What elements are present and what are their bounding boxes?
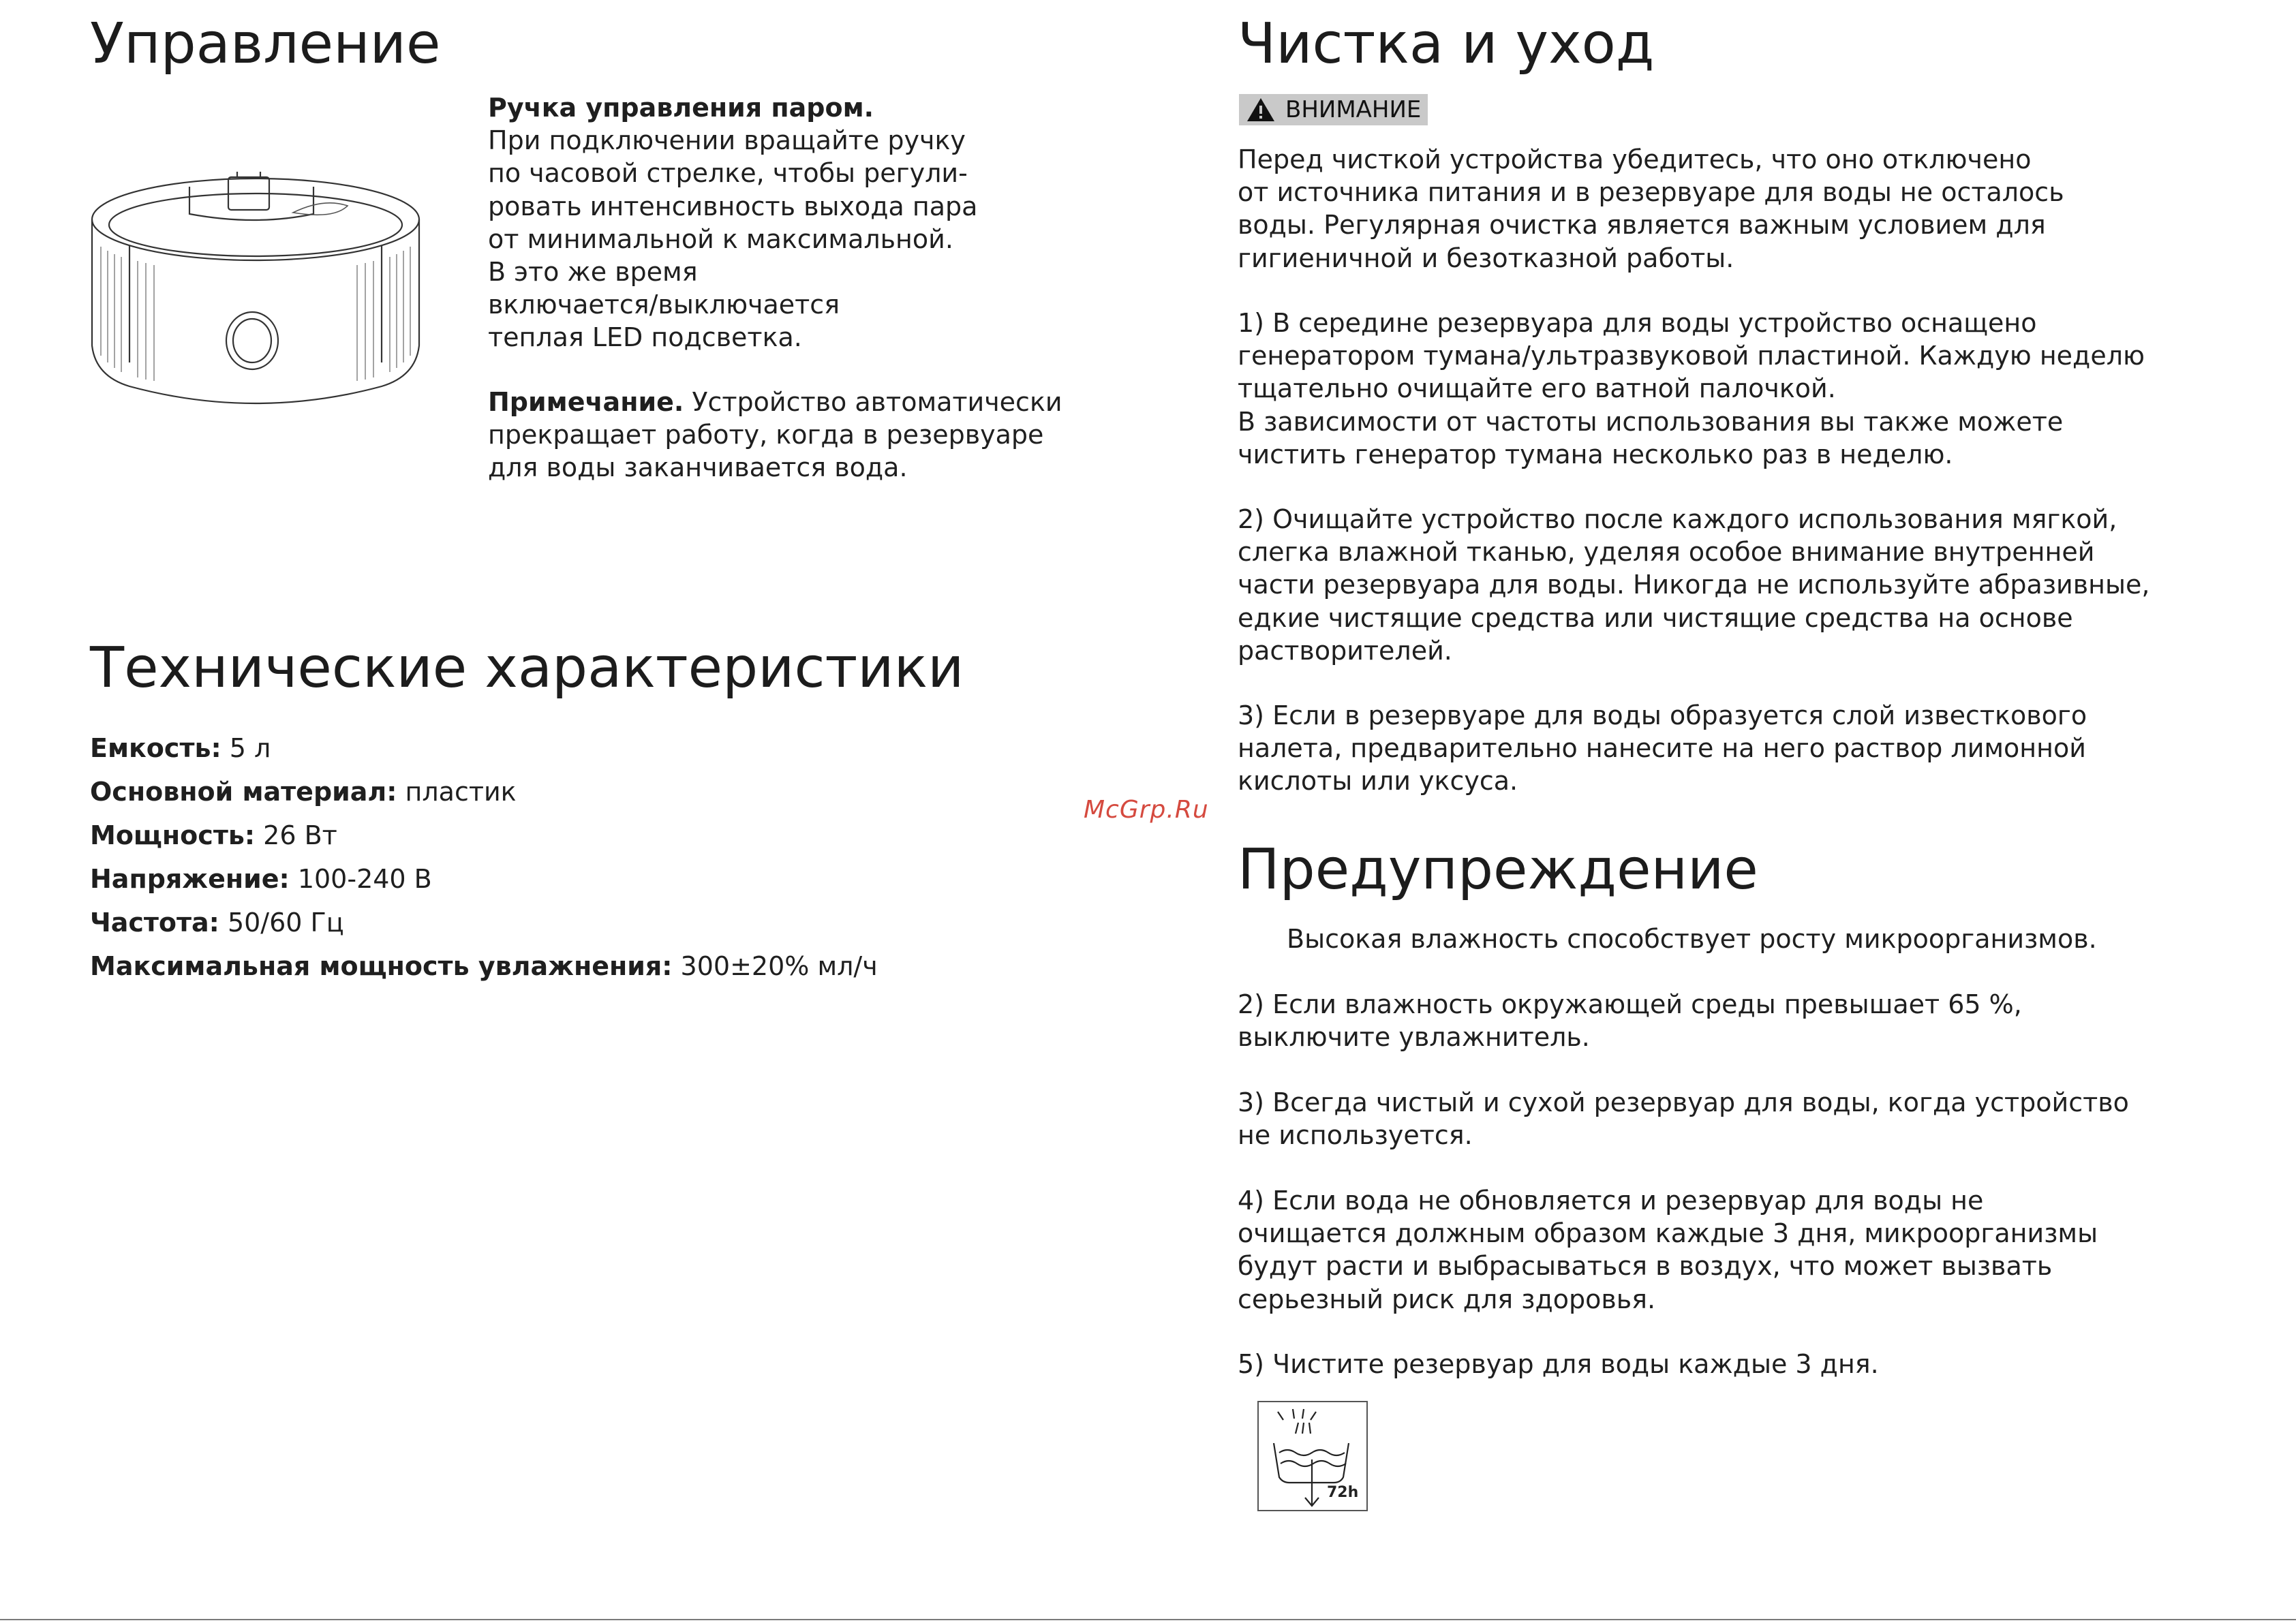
cleaning-item-3 xyxy=(1238,699,2087,798)
attention-badge-label: ВНИМАНИЕ xyxy=(1285,96,1422,123)
note xyxy=(488,386,1062,484)
warning-section-title: Предупреждение xyxy=(1238,837,1758,902)
paragraph-line: будут расти и выбрасываться в воздух, что может вызвать xyxy=(1238,1251,2053,1282)
humidifier-illustration xyxy=(89,172,429,420)
paragraph-line: 4) Если вода не обновляется и резервуар для воды не xyxy=(1238,1186,1984,1216)
note-line: для воды заканчивается вода. xyxy=(488,452,908,483)
knob-line: по часовой стрелке, чтобы регули- xyxy=(488,158,968,189)
note-line: прекращает работу, когда в резервуаре xyxy=(488,420,1044,450)
paragraph-line: не используется. xyxy=(1238,1120,1473,1151)
paragraph-line: 2) Если влажность окружающей среды превышает 65 %, xyxy=(1238,989,2022,1019)
paragraph-line: от источника питания и в резервуаре для воды не осталось xyxy=(1238,177,2064,208)
cleaning-item-2 xyxy=(1238,503,2149,667)
cleaning-section-title: Чистка и уход xyxy=(1238,12,1655,76)
warning-item-5 xyxy=(1238,1348,1879,1380)
spec-item: Основной материал: пластик xyxy=(90,777,517,807)
knob-heading: Ручка управления паром. xyxy=(488,93,874,123)
knob-line: теплая LED подсветка. xyxy=(488,322,802,353)
spec-item: Напряжение: 100-240 В xyxy=(90,864,432,894)
paragraph-line: 2) Очищайте устройство после каждого использования мягкой, xyxy=(1238,504,2117,534)
paragraph-line: Перед чисткой устройства убедитесь, что оно отключено xyxy=(1238,144,2032,174)
page-bottom-rule xyxy=(0,1619,2296,1620)
spec-item: Мощность: 26 Вт xyxy=(90,820,337,850)
note-first-line: Примечание. Устройство автоматически xyxy=(488,387,1062,417)
spec-list xyxy=(90,726,878,988)
knob-line: от минимальной к максимальной. xyxy=(488,223,953,254)
knob-line: В это же время xyxy=(488,257,698,288)
paragraph-line: едкие чистящие средства или чистящие средства на основе xyxy=(1238,602,2073,633)
paragraph-line: Высокая влажность способствует росту микроорганизмов. xyxy=(1287,924,2097,954)
warning-item-4 xyxy=(1238,1184,2098,1316)
spec-item: Частота: 50/60 Гц xyxy=(90,908,344,938)
warning-item-2 xyxy=(1238,988,2022,1053)
paragraph-line: части резервуара для воды. Никогда не используйте абразивные, xyxy=(1238,570,2150,600)
warning-triangle-icon xyxy=(1246,97,1276,123)
knob-description xyxy=(488,91,977,354)
paragraph-line: тщательно очищайте его ватной палочкой. xyxy=(1238,373,1836,404)
icon-72h-label: 72h xyxy=(1327,1484,1359,1501)
paragraph-line: воды. Регулярная очистка является важным условием для xyxy=(1238,210,2046,241)
paragraph-line: очищается должным образом каждые 3 дня, микроорганизмы xyxy=(1238,1218,2098,1249)
warning-item-3 xyxy=(1238,1086,2129,1151)
spec-item: Максимальная мощность увлажнения: 300±20% мл/ч xyxy=(90,951,878,981)
watermark: McGrp.Ru xyxy=(1084,796,1209,824)
clean-every-72h-icon xyxy=(1257,1401,1368,1511)
paragraph-line: налета, предварительно нанесите на него раствор лимонной xyxy=(1238,733,2086,764)
paragraph-line: 3) Всегда чистый и сухой резервуар для воды, когда устройство xyxy=(1238,1087,2129,1117)
paragraph-line: серьезный риск для здоровья. xyxy=(1238,1284,1656,1314)
paragraph-line: растворителей. xyxy=(1238,635,1452,666)
knob-line: При подключении вращайте ручку xyxy=(488,125,966,156)
warning-intro xyxy=(1287,923,2097,955)
paragraph-line: кислоты или уксуса. xyxy=(1238,766,1518,797)
knob-line: включается/выключается xyxy=(488,290,840,320)
spec-item: Емкость: 5 л xyxy=(90,733,271,763)
paragraph-line: В зависимости от частоты использования вы также можете xyxy=(1238,406,2064,437)
paragraph-line: 1) В середине резервуара для воды устройство оснащено xyxy=(1238,308,2037,338)
cleaning-item-1 xyxy=(1238,307,2145,471)
paragraph-line: выключите увлажнитель. xyxy=(1238,1022,1590,1053)
paragraph-line: генератором тумана/ультразвуковой пластиной. Каждую неделю xyxy=(1238,341,2145,371)
knob-line: ровать интенсивность выхода пара xyxy=(488,191,978,221)
paragraph-line: слегка влажной тканью, уделяя особое внимание внутренней xyxy=(1238,537,2095,568)
specs-section-title: Технические характеристики xyxy=(90,636,964,700)
attention-badge xyxy=(1239,94,1428,125)
paragraph-line: гигиеничной и безотказной работы. xyxy=(1238,243,1734,273)
paragraph-line: чистить генератор тумана несколько раз в неделю. xyxy=(1238,439,1953,469)
cleaning-intro xyxy=(1238,143,2064,275)
control-section-title: Управление xyxy=(90,12,441,76)
paragraph-line: 5) Чистите резервуар для воды каждые 3 дня. xyxy=(1238,1349,1879,1379)
paragraph-line: 3) Если в резервуаре для воды образуется слой известкового xyxy=(1238,700,2087,730)
